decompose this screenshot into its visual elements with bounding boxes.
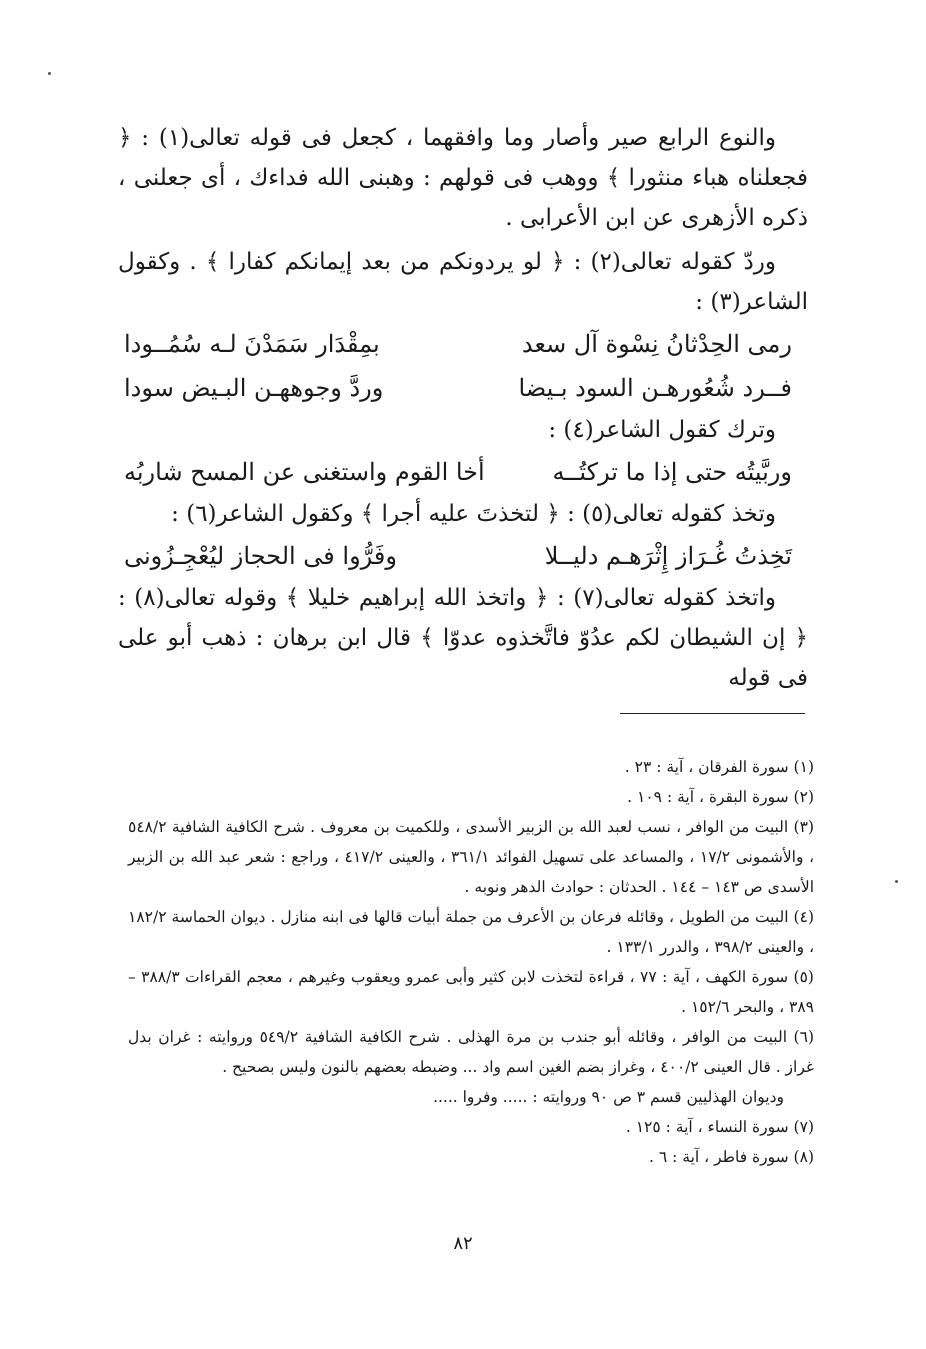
- footnote: (١) سورة الفرقان ، آية : ٢٣ .: [624, 758, 814, 776]
- footnote-continuation: وديوان الهذليين قسم ٣ ص ٩٠ وروايته : ..... وفروا .....: [433, 1088, 784, 1106]
- page-number: ٨٢: [453, 1233, 473, 1254]
- verse-hemistich-left: بمِقْدَار سَمَدْنَ لـه سُمُــودا: [124, 330, 380, 358]
- verse-hemistich-right: فــرد شُعُورهـن السود بـيضا: [518, 374, 792, 402]
- main-text: [118, 118, 808, 698]
- scan-speck: [48, 72, 51, 75]
- footnote: (٢) سورة البقرة ، آية : ١٠٩ .: [627, 788, 814, 806]
- footnote: (٨) سورة فاطر ، آية : ٦ .: [649, 1148, 814, 1166]
- paragraph: وتخذ كقوله تعالى(٥) : ﴿ لتخذتَ عليه أجرا ﴾ وكقول الشاعر(٦) :: [171, 501, 776, 527]
- paragraph: وردّ كقوله تعالى(٢) : ﴿ لو يردونكم من بعد إيمانكم كفارا ﴾ . وكقول الشاعر(٣) :: [118, 249, 808, 315]
- paragraph: والنوع الرابع صير وأصار وما وافقهما ، كجعل فى قوله تعالى(١) : ﴿ فجعلناه هباء منثورا ﴾ ووهب فى قولهم : وهبنى الله فداءك ، أى جعلنى ، ذكره الأزهرى عن ابن الأعرابى .: [118, 125, 808, 231]
- verse-hemistich-right: رمى الحِدْثانُ نِسْوة آل سعد: [521, 330, 792, 358]
- verse-line: [118, 322, 808, 366]
- verse-hemistich-right: وربَّيتُه حتى إذا ما تركتُــه: [552, 458, 792, 486]
- verse-hemistich-right: تَخِذتُ غُـرَاز إِثْرَهـم دليــلا: [544, 542, 792, 570]
- verse-line: [118, 534, 808, 578]
- footnote: (٦) البيت من الوافر ، وقائله أبو جندب بن مرة الهذلى . شرح الكافية الشافية ٥٤٩/٢ وروايته : غران بدل غراز . قال العينى ٤٠٠/٢ ، وغراز بضم الغين اسم واد ... وضبطه بعضهم بالنون وليس بصحيح .: [128, 1028, 814, 1076]
- footnote-separator: [620, 713, 805, 714]
- footnote: (٥) سورة الكهف ، آية : ٧٧ ، قراءة لتخذت لابن كثير وأبى عمرو ويعقوب وغيرهم ، معجم القراءات ٣٨٨/٣ – ٣٨٩ ، والبحر ١٥٢/٦ .: [128, 968, 814, 1016]
- footnote: (٤) البيت من الطويل ، وقائله فرعان بن الأعرف من جملة أبيات قالها فى ابنه منازل . ديوان الحماسة ١٨٢/٢ ، والعينى ٣٩٨/٢ ، والدرر ١٣٣/١ .: [128, 908, 814, 956]
- paragraph: واتخذ كقوله تعالى(٧) : ﴿ واتخذ الله إبراهيم خليلا ﴾ وقوله تعالى(٨) : ﴿ إن الشيطان لكم عدُوّ فاتَّخذوه عدوّا ﴾ قال ابن برهان : ذهب أبو على فى قوله: [118, 585, 808, 691]
- verse-line: [118, 450, 808, 494]
- footnote: (٣) البيت من الوافر ، نسب لعبد الله بن الزبير الأسدى ، وللكميت بن معروف . شرح الكافية الشافية ٥٤٨/٢ ، والأشمونى ١٧/٢ ، والمساعد على تسهيل الفوائد ٣٦١/١ ، والعينى ٤١٧/٢ ، وراجع : شعر عبد الله بن الزبير الأسدى ص ١٤٣ – ١٤٤ . الحدثان : حوادث الدهر ونوبه .: [128, 818, 814, 896]
- verse-hemistich-left: أخا القوم واستغنى عن المسح شاربُه: [124, 458, 485, 486]
- footnotes: [128, 752, 814, 1172]
- verse-line: [118, 366, 808, 410]
- scan-speck: [895, 880, 898, 883]
- verse-hemistich-left: وردَّ وجوههـن البـيض سودا: [124, 374, 384, 402]
- footnote: (٧) سورة النساء ، آية : ١٢٥ .: [625, 1118, 814, 1136]
- verse-hemistich-left: وفَرُّوا فى الحجاز ليُعْجِـزُونى: [124, 542, 397, 570]
- paragraph: وترك كقول الشاعر(٤) :: [548, 417, 776, 443]
